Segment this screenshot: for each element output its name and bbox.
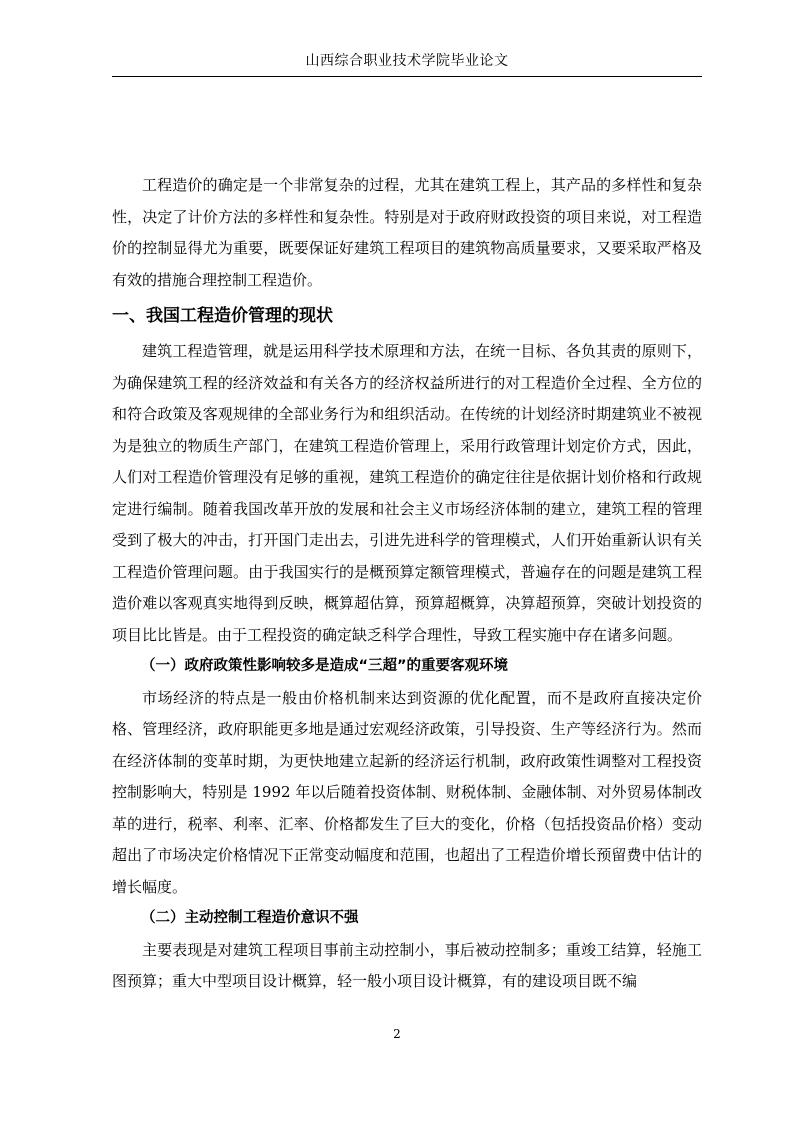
document-body [112, 170, 702, 998]
section-1-paragraph: 建筑工程造管理，就是运用科学技术原理和方法，在统一目标、各负其责的原则下，为确保建筑工程的经济效益和有关各方的经济权益所进行的对工程造价全过程、全方位的和符合政策及客观规律的全部业务行为和组织活动。在传统的计划经济时期建筑业不被视为是独立的物质生产部门，在建筑工程造价管理上，采用行政管理计划定价方式，因此，人们对工程造价管理没有足够的重视，建筑工程造价的确定往往是依据计划价格和行政规定进行编制。随着我国改革开放的发展和社会主义市场经济体制的建立，建筑工程的管理受到了极大的冲击，打开国门走出去，引进先进科学的管理模式，人们开始重新认识有关工程造价管理问题。由于我国实行的是概预算定额管理模式，普遍存在的问题是建筑工程造价难以客观真实地得到反映，概算超估算，预算超概算，决算超预算，突破计划投资的项目比比皆是。由于工程投资的确定缺乏科学合理性，导致工程实施中存在诸多问题。 [112, 342, 702, 644]
header-title: 山西综合职业技术学院毕业论文 [305, 53, 509, 69]
subsection-heading-1: （一）政府政策性影响较多是造成“三超”的重要客观环境 [141, 658, 509, 674]
subsection-heading-2: （二）主动控制工程造价意识不强 [141, 910, 359, 926]
section-heading-1: 一、我国工程造价管理的现状 [112, 306, 333, 326]
subsection-1-paragraph: 市场经济的特点是一般由价格机制来达到资源的优化配置，而不是政府直接决定价格、管理经济，政府职能更多地是通过宏观经济政策，引导投资、生产等经济行为。然而在经济体制的变革时期，为更快地建立起新的经济运行机制，政府政策性调整对工程投资控制影响大，特别是 1992 年以后随着投资体制、财税体制、金融体制、对外贸易体制改革的进行，税率、利率、汇率、价格都发生了巨大的变化，价格（包括投资品价格）变动超出了市场决定价格情况下正常变动幅度和范围，也超出了工程造价增长预留费中估计的增长幅度。 [112, 688, 702, 896]
intro-paragraph: 工程造价的确定是一个非常复杂的过程，尤其在建筑工程上，其产品的多样性和复杂性，决定了计价方法的多样性和复杂性。特别是对于政府财政投资的项目来说，对工程造价的控制显得尤为重要，既要保证好建筑工程项目的建筑物高质量要求，又要采取严格及有效的措施合理控制工程造价。 [112, 176, 702, 289]
page-number: 2 [393, 1027, 401, 1041]
page-header [112, 48, 702, 77]
subsection-2-paragraph: 主要表现是对建筑工程项目事前主动控制小，事后被动控制多；重竣工结算，轻施工图预算；重大中型项目设计概算，轻一般小项目设计概算，有的建设项目既不编 [112, 940, 702, 990]
